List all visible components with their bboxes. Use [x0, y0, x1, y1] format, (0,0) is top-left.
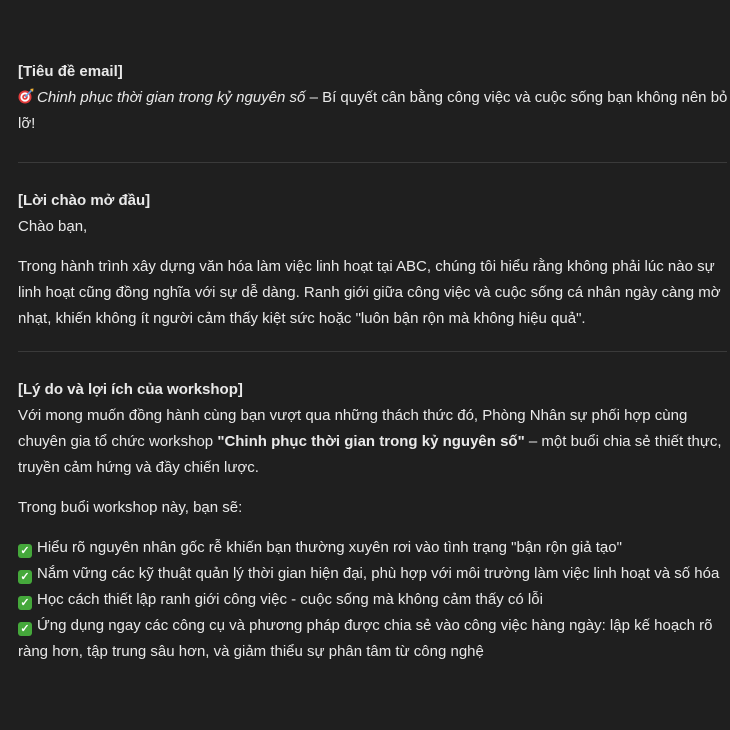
check-mark-button-icon: ✓: [18, 622, 32, 636]
salutation: Chào bạn,: [18, 218, 88, 235]
greeting-section: [18, 188, 728, 332]
benefits-list: [18, 535, 728, 665]
benefit-text: Ứng dụng ngay các công cụ và phương pháp được chia sẻ vào công việc hàng ngày: lập kế hoạch rõ ràng hơn, tập trung sâu hơn, và giảm thiểu sự phân tâm từ công nghệ: [18, 617, 713, 660]
workshop-name: "Chinh phục thời gian trong kỷ nguyên số": [217, 433, 525, 450]
list-item: [18, 587, 728, 613]
list-item: [18, 535, 728, 561]
reasons-intro: [18, 403, 728, 481]
reasons-section: [18, 377, 728, 665]
benefit-text: Hiểu rõ nguyên nhân gốc rễ khiến bạn thường xuyên rơi vào tình trạng "bận rộn giả tạo": [37, 539, 622, 556]
section-divider: [18, 351, 727, 352]
reasons-intro-after: – một buổi chia sẻ thiết thực, truyền cảm hứng và đầy chiến lược.: [18, 433, 722, 476]
subject-heading: [Tiêu đề email]: [18, 63, 123, 80]
check-mark-button-icon: ✓: [18, 544, 32, 558]
list-item: [18, 561, 728, 587]
reasons-intro-before: Với mong muốn đồng hành cùng bạn vượt qua những thách thức đó, Phòng Nhân sự phối hợp cùng chuyên gia tổ chức workshop: [18, 407, 688, 450]
list-item: [18, 613, 728, 665]
greeting-heading: [Lời chào mở đầu]: [18, 192, 151, 209]
reasons-heading: [Lý do và lợi ích của workshop]: [18, 381, 243, 398]
section-divider: [18, 162, 727, 163]
greeting-paragraph: Trong hành trình xây dựng văn hóa làm việc linh hoạt tại ABC, chúng tôi hiểu rằng không phải lúc nào sự linh hoạt cũng đồng nghĩa với sự dễ dàng. Ranh giới giữa công việc và cuộc sống cá nhân ngày càng mờ nhạt, khiến không ít người cảm thấy kiệt sức hoặc "luôn bận rộn mà không hiệu quả".: [18, 258, 721, 327]
benefits-lead: Trong buổi workshop này, bạn sẽ:: [18, 499, 243, 516]
subject-title-italic: Chinh phục thời gian trong kỷ nguyên số: [37, 89, 306, 106]
check-mark-button-icon: ✓: [18, 570, 32, 584]
target-icon: [18, 87, 34, 103]
check-mark-button-icon: ✓: [18, 596, 32, 610]
subject-line: [18, 85, 728, 137]
benefit-text: Nắm vững các kỹ thuật quản lý thời gian hiện đại, phù hợp với môi trường làm việc linh hoạt và số hóa: [37, 565, 720, 582]
benefit-text: Học cách thiết lập ranh giới công việc - cuộc sống mà không cảm thấy có lỗi: [37, 591, 543, 608]
subject-section: [18, 59, 728, 137]
subject-title-rest: – Bí quyết cân bằng công việc và cuộc sống bạn không nên bỏ lỡ!: [18, 89, 728, 132]
